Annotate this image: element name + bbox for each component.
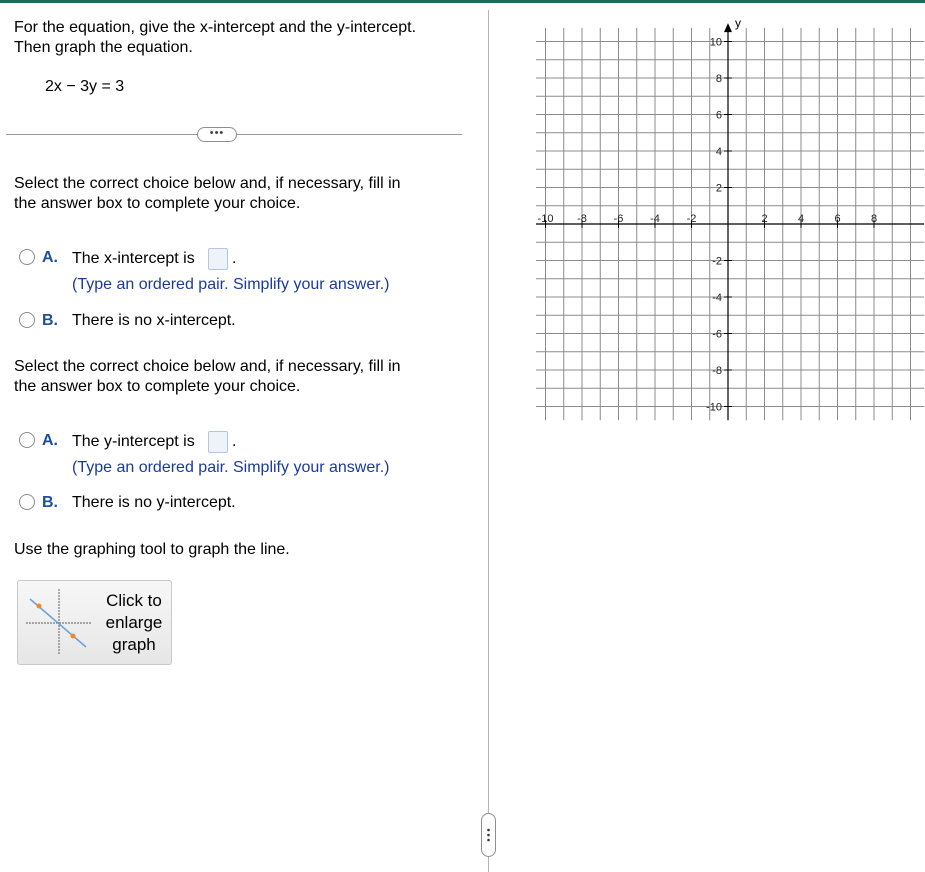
x-intercept-option-b-radio[interactable]	[19, 312, 35, 328]
y-axis-arrow-icon	[724, 23, 732, 32]
enlarge-label-line2: enlarge	[105, 613, 163, 632]
y-tick-label: 4	[715, 146, 722, 158]
x-tick-label: -6	[613, 213, 624, 225]
part2-instruction-line1: Select the correct choice below and, if necessary, fill in	[14, 358, 401, 375]
x-tick-label: -4	[650, 213, 660, 225]
y-tick-label: -8	[712, 365, 722, 377]
part1-instruction-line2: the answer box to complete your choice.	[14, 195, 301, 212]
drag-dots-icon	[482, 814, 495, 856]
graph-instruction: Use the graphing tool to graph the line.	[14, 541, 290, 558]
x-intercept-hint: (Type an ordered pair. Simplify your answer.)	[72, 276, 390, 293]
y-axis-label: y	[735, 20, 741, 31]
x-tick-label: 8	[870, 213, 878, 225]
more-options-button[interactable]: •••	[197, 127, 237, 142]
enlarge-graph-label	[96, 590, 172, 656]
question-text-line2: Then graph the equation.	[14, 39, 193, 56]
option-b-letter: B.	[42, 494, 58, 511]
y-intercept-option-b-text: There is no y-intercept.	[72, 494, 236, 511]
y-intercept-hint: (Type an ordered pair. Simplify your answer.)	[72, 459, 390, 476]
y-tick-label: -4	[712, 292, 722, 304]
part2-instruction-line2: the answer box to complete your choice.	[14, 378, 301, 395]
y-tick-label: 6	[715, 109, 722, 122]
option-b-letter: B.	[42, 312, 58, 329]
y-tick-label: 8	[715, 73, 722, 85]
option-a-letter: A.	[42, 249, 58, 266]
x-intercept-option-a-text: The x-intercept is	[72, 250, 195, 267]
x-tick-label: 2	[761, 213, 768, 225]
x-intercept-option-b-text: There is no x-intercept.	[72, 312, 236, 329]
option-a-period: .	[232, 433, 237, 450]
y-intercept-answer-box[interactable]	[208, 431, 228, 453]
enlarge-graph-button[interactable]	[17, 580, 172, 665]
question-text-line1: For the equation, give the x-intercept and the y-intercept.	[14, 19, 417, 36]
y-tick-label: 2	[715, 182, 722, 195]
graph-thumbnail-icon	[22, 585, 94, 660]
x-tick-label: -8	[577, 213, 587, 225]
part1-instruction-line1: Select the correct choice below and, if necessary, fill in	[14, 175, 401, 192]
y-intercept-option-a-text: The y-intercept is	[72, 433, 195, 450]
x-tick-label: -10	[537, 213, 554, 225]
y-tick-label: -6	[712, 328, 722, 341]
coordinate-graph[interactable]	[536, 20, 925, 430]
y-intercept-option-a-radio[interactable]	[19, 432, 35, 448]
option-a-letter: A.	[42, 432, 58, 449]
equation: 2x − 3y = 3	[45, 78, 125, 95]
x-intercept-option-a-radio[interactable]	[19, 249, 35, 265]
y-tick-label: -10	[706, 401, 722, 414]
splitter-handle[interactable]	[481, 813, 496, 857]
y-tick-label: 10	[709, 36, 722, 49]
panel-splitter	[488, 10, 489, 872]
option-a-period: .	[232, 250, 237, 267]
enlarge-label-line3: graph	[112, 635, 156, 654]
x-intercept-answer-box[interactable]	[208, 248, 228, 270]
x-tick-label: -2	[686, 213, 697, 225]
x-tick-label: 6	[834, 213, 841, 225]
x-tick-label: 4	[797, 213, 805, 225]
y-intercept-option-b-radio[interactable]	[19, 494, 35, 510]
y-tick-label: -2	[712, 255, 722, 268]
enlarge-label-line1: Click to	[106, 591, 162, 610]
